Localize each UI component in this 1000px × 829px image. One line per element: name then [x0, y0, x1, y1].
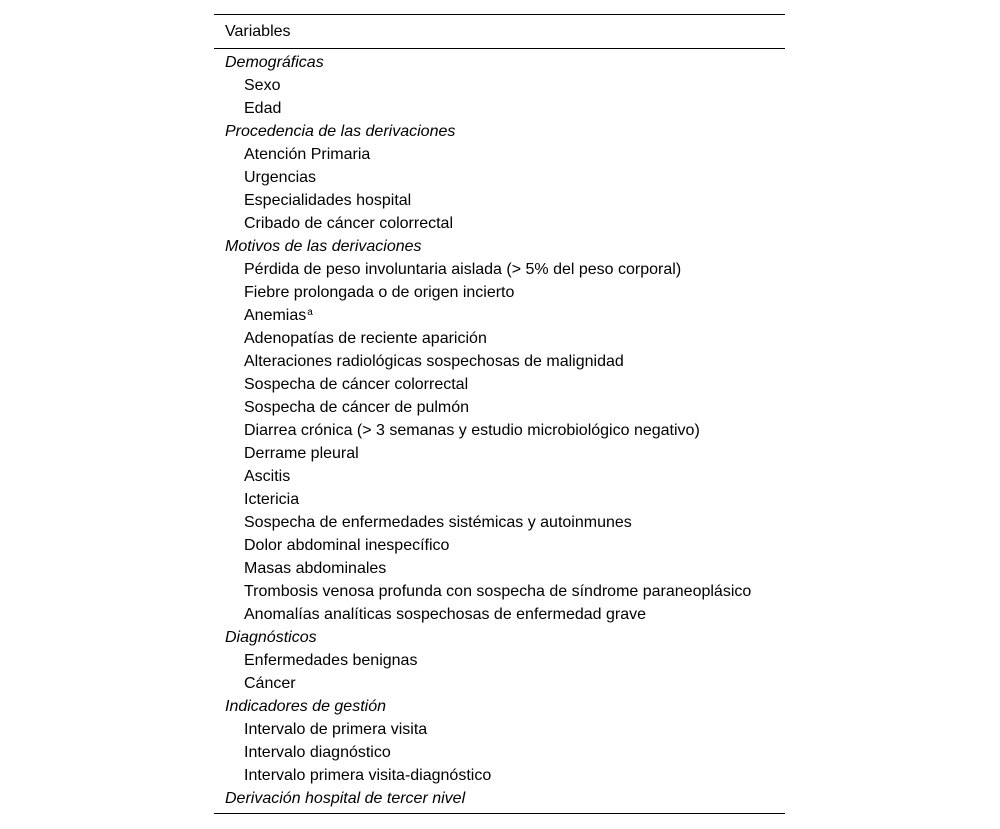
- row-label: Edad: [244, 100, 282, 117]
- row-label: Trombosis venosa profunda con sospecha de síndrome paraneoplásico: [244, 583, 752, 600]
- row-label: Sospecha de enfermedades sistémicas y autoinmunes: [244, 514, 632, 531]
- row-label: Enfermedades benignas: [244, 652, 418, 669]
- variables-table: [214, 14, 785, 814]
- row-label: Alteraciones radiológicas sospechosas de malignidad: [244, 353, 624, 370]
- table-row: [214, 488, 785, 511]
- table-row: [214, 511, 785, 534]
- table-row: [214, 442, 785, 465]
- row-label: Diarrea crónica (> 3 semanas y estudio microbiológico negativo): [244, 422, 700, 439]
- row-label: Fiebre prolongada o de origen incierto: [244, 284, 515, 301]
- row-label: Sexo: [244, 77, 281, 94]
- table-row: [214, 534, 785, 557]
- table-row: [214, 764, 785, 787]
- table-row: [214, 419, 785, 442]
- row-label: Intervalo primera visita-diagnóstico: [244, 767, 492, 784]
- row-label: Especialidades hospital: [244, 192, 412, 209]
- table-row: [214, 580, 785, 603]
- table-row: [214, 281, 785, 304]
- table-row: [214, 304, 785, 327]
- table-row: [214, 649, 785, 672]
- row-label: Atención Primaria: [244, 146, 371, 163]
- row-label: Anomalías analíticas sospechosas de enfermedad grave: [244, 606, 647, 623]
- row-label: Intervalo diagnóstico: [244, 744, 391, 761]
- table-row: [214, 350, 785, 373]
- bottom-rule: [214, 813, 785, 814]
- table-row: [214, 718, 785, 741]
- row-label: Derrame pleural: [244, 445, 359, 462]
- table-row: [214, 557, 785, 580]
- table-body: [214, 49, 785, 813]
- section-heading: Indicadores de gestión: [225, 698, 386, 715]
- section-heading: Motivos de las derivaciones: [225, 238, 422, 255]
- table-row: [214, 143, 785, 166]
- table-row: [214, 189, 785, 212]
- section-heading: Procedencia de las derivaciones: [225, 123, 456, 140]
- row-label: Adenopatías de reciente aparición: [244, 330, 487, 347]
- row-label: Masas abdominales: [244, 560, 387, 577]
- table-row: [214, 603, 785, 626]
- table-row: [214, 212, 785, 235]
- section-heading: Diagnósticos: [225, 629, 317, 646]
- table-row: [214, 672, 785, 695]
- table-row: [214, 327, 785, 350]
- row-label: Intervalo de primera visita: [244, 721, 428, 738]
- row-label: Sospecha de cáncer de pulmón: [244, 399, 470, 416]
- table-row: [214, 465, 785, 488]
- table-row: [214, 166, 785, 189]
- table-row: [214, 97, 785, 120]
- row-label: Dolor abdominal inespecífico: [244, 537, 450, 554]
- table-row: [214, 373, 785, 396]
- row-label: Sospecha de cáncer colorrectal: [244, 376, 469, 393]
- section-heading: Derivación hospital de tercer nivel: [225, 790, 466, 807]
- row-label: Pérdida de peso involuntaria aislada (> 5% del peso corporal): [244, 261, 682, 278]
- row-label: Ascitis: [244, 468, 291, 485]
- row-label: Cribado de cáncer colorrectal: [244, 215, 453, 232]
- footnote-marker: a: [307, 307, 313, 318]
- table-row: [214, 258, 785, 281]
- section-heading: Demográficas: [225, 54, 324, 71]
- row-label: Ictericia: [244, 491, 300, 508]
- row-label: Urgencias: [244, 169, 317, 186]
- table-row: [214, 396, 785, 419]
- row-label: Cáncer: [244, 675, 296, 692]
- row-label: Anemias: [244, 307, 307, 324]
- table-row: [214, 741, 785, 764]
- table-row: [214, 74, 785, 97]
- table-header: Variables: [225, 23, 291, 40]
